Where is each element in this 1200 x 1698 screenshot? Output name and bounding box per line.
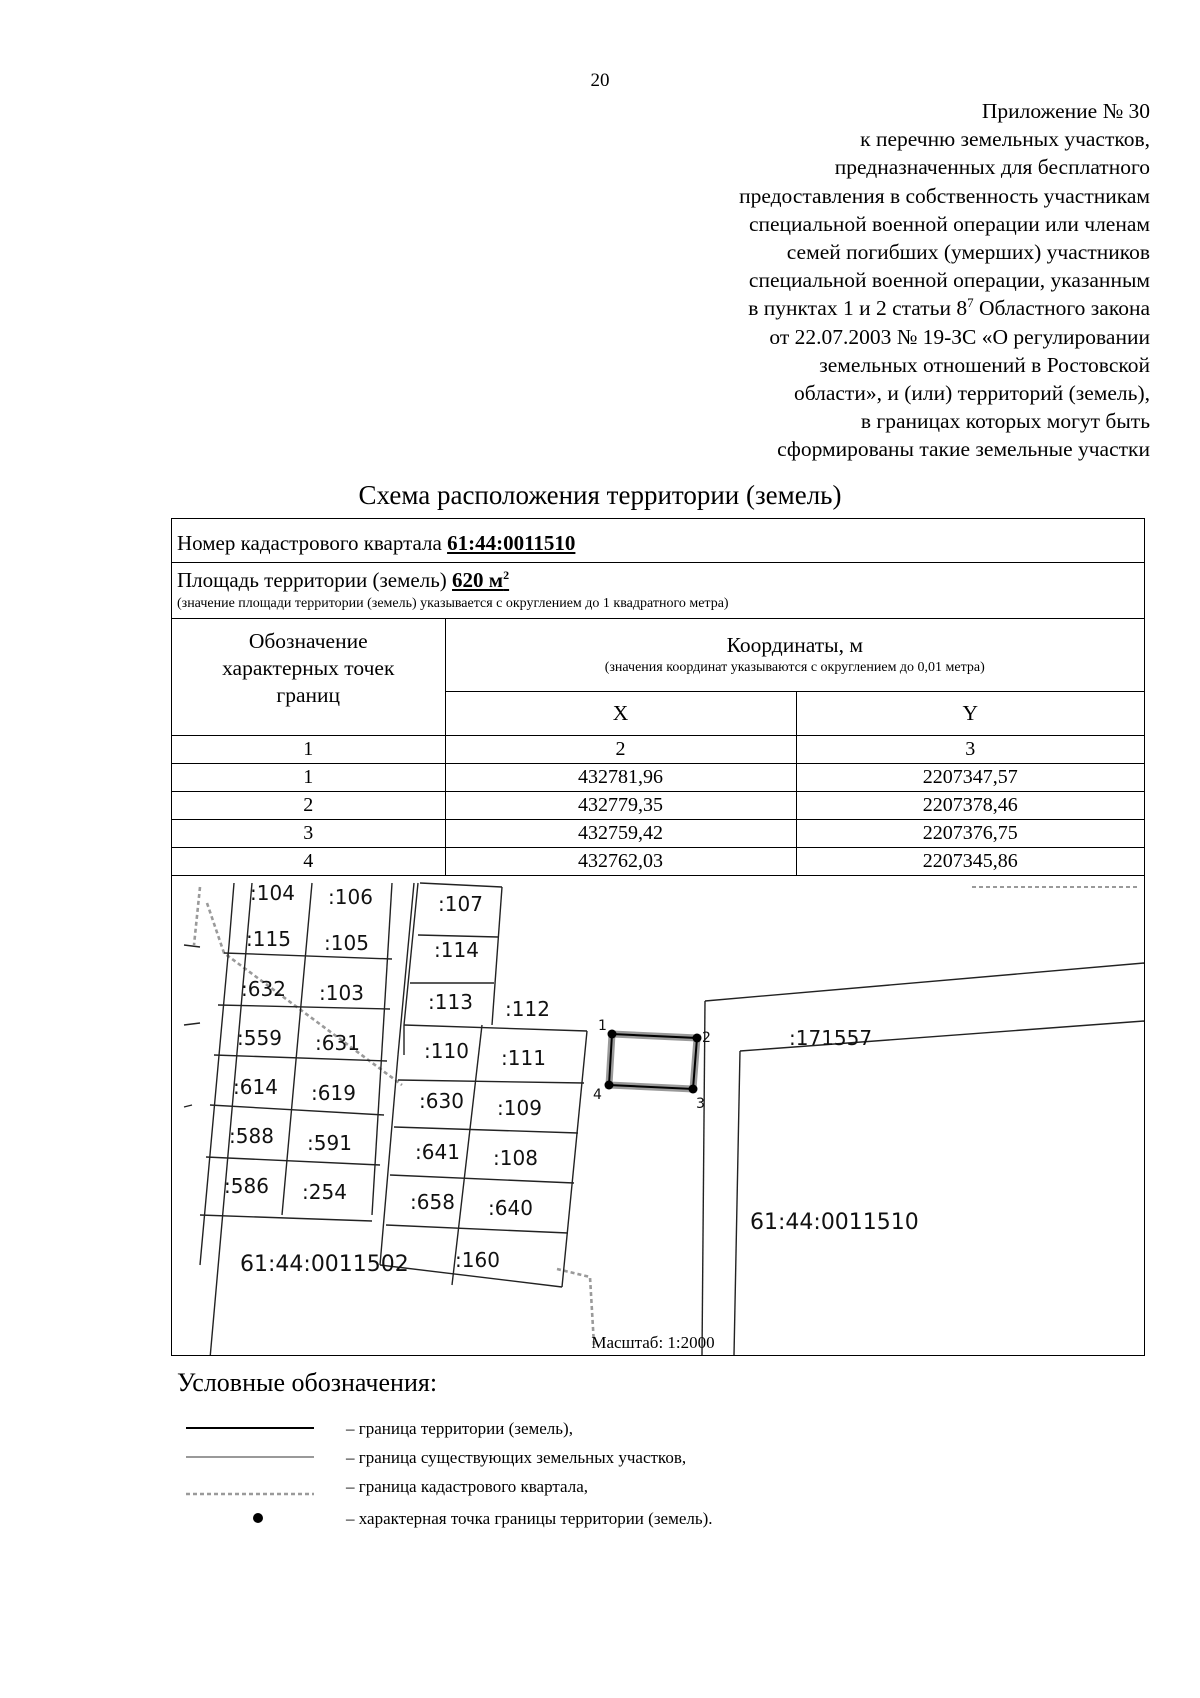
legend-item [186, 1474, 1086, 1502]
parcel-label: :591 [307, 1131, 352, 1155]
boundary-point-symbol [186, 1506, 316, 1530]
parcel-boundary [418, 935, 498, 937]
x-cell: 432779,35 [445, 791, 796, 819]
legend-item-text: – характерная точка границы территории (земель). [346, 1509, 713, 1528]
parcel-label: :110 [424, 1039, 469, 1063]
appendix-line: земельных отношений в Ростовской [819, 352, 1150, 377]
cadastral-map [172, 875, 1144, 1355]
parcel-label: :107 [438, 892, 483, 916]
appendix-line: к перечню земельных участков, [860, 127, 1150, 152]
boundary-point-3 [689, 1085, 698, 1094]
index-cell: 1 [172, 735, 445, 763]
point-label: 3 [696, 1096, 705, 1112]
points-header-line: Обозначение [248, 629, 368, 653]
legend-item [186, 1445, 1086, 1473]
quarter-boundary-symbol [186, 1474, 316, 1502]
territory-boundary [609, 1034, 697, 1089]
parcel-label: :641 [415, 1140, 460, 1164]
coordinates-header [445, 619, 1144, 691]
parcel-boundary [206, 1157, 380, 1165]
territory-boundary-halo [609, 1034, 697, 1089]
quarter-label: 61:44:0011510 [750, 1210, 919, 1235]
parcel-boundary [734, 1051, 740, 1355]
area-label: Площадь территории (земель) [177, 568, 453, 592]
parcel-label: :160 [455, 1248, 500, 1272]
area-value [452, 568, 509, 592]
parcel-boundary [492, 887, 502, 1025]
legend-title: Условные обозначения: [177, 1368, 438, 1397]
point-label: 2 [702, 1030, 711, 1046]
parcel-label: :254 [302, 1180, 347, 1204]
area-number: 620 м [452, 568, 504, 592]
parcel-label: :115 [246, 927, 291, 951]
appendix-line: Приложение № 30 [981, 99, 1150, 123]
point-cell: 4 [172, 847, 445, 875]
parcel-label: :559 [237, 1026, 282, 1050]
appendix-line: семей погибших (умерших) участников [786, 240, 1150, 265]
parcel-boundary [394, 1127, 578, 1133]
appendix-line: сформированы такие земельные участки [777, 437, 1150, 462]
parcel-label: :106 [328, 885, 373, 909]
parcel-boundary [702, 1001, 705, 1355]
parcel-boundary [404, 1025, 587, 1031]
territory-polygon [605, 1030, 702, 1094]
legend-item-text: – граница существующих земельных участков, [346, 1448, 687, 1467]
appendix-line: специальной военной операции или членам [748, 211, 1150, 236]
boundary-point-1 [608, 1030, 617, 1039]
law-article-superscript: 7 [967, 295, 974, 311]
y-cell: 2207345,86 [796, 847, 1144, 875]
scheme-frame [171, 518, 1145, 1356]
appendix-line-law [630, 294, 1150, 322]
quarter-label: Номер кадастрового квартала [177, 531, 448, 555]
table-row [172, 791, 1144, 819]
x-header: X [445, 691, 796, 735]
y-cell: 2207347,57 [796, 763, 1144, 791]
parcel-label: :114 [434, 938, 479, 962]
parcel-boundary [398, 883, 414, 1055]
coordinates-note: (значения координат указываются с округлением до 0,01 метра) [604, 659, 985, 675]
page-number: 20 [590, 70, 610, 91]
x-cell: 432762,03 [445, 847, 796, 875]
parcel-boundary [184, 945, 200, 947]
parcel-boundary [420, 883, 502, 887]
points-header-line: границ [276, 683, 341, 707]
point-cell: 3 [172, 819, 445, 847]
parcel-boundary [705, 963, 1144, 1001]
area-note: (значение площади территории (земель) указывается с округлением до 1 квадратного метра) [177, 596, 729, 611]
point-cell: 1 [172, 763, 445, 791]
cadastral-quarter-row [172, 519, 1144, 563]
area-line [177, 568, 1144, 593]
parcel-boundary [380, 1055, 398, 1265]
parcel-boundary [562, 1031, 587, 1287]
parcel-label: :640 [488, 1196, 533, 1220]
parcel-label: :614 [233, 1075, 278, 1099]
parcel-boundary [210, 1105, 384, 1115]
parcel-label: :113 [428, 990, 473, 1014]
territory-boundary-symbol [186, 1416, 316, 1440]
parcel-boundary [386, 1225, 568, 1233]
appendix-line: в границах которых могут быть [860, 409, 1150, 434]
point-label: 1 [598, 1018, 607, 1034]
points-header [172, 619, 445, 735]
index-cell: 2 [445, 735, 796, 763]
parcel-boundary [390, 1175, 574, 1183]
point-label: 4 [593, 1087, 602, 1103]
parcel-boundary [184, 1023, 200, 1025]
index-cell: 3 [796, 735, 1144, 763]
x-cell: 432759,42 [445, 819, 796, 847]
parcel-boundary [404, 883, 418, 1025]
parcel-label: :632 [241, 977, 286, 1001]
coordinates-table [172, 619, 1144, 876]
parcel-label: :630 [419, 1089, 464, 1113]
parcel-label: :105 [324, 931, 369, 955]
boundary-point-2 [693, 1034, 702, 1043]
legend-item-text: – граница кадастрового квартала, [346, 1477, 588, 1496]
law-text-before: в пунктах 1 и 2 статьи 8 [748, 296, 968, 321]
table-row [172, 847, 1144, 875]
parcel-label: :588 [229, 1124, 274, 1148]
parcel-boundary-symbol [186, 1445, 316, 1469]
legend-item [186, 1416, 1086, 1444]
parcel-label: :586 [224, 1174, 269, 1198]
appendix-line: от 22.07.2003 № 19-ЗС «О регулировании [769, 324, 1150, 349]
parcel-label: :111 [501, 1046, 546, 1070]
parcel-label: :112 [505, 997, 550, 1021]
law-text-after: Областного закона [973, 296, 1150, 321]
parcel-boundary [200, 1215, 372, 1221]
appendix-header [630, 97, 1150, 464]
parcel-boundary [200, 883, 234, 1265]
parcel-label: :108 [493, 1146, 538, 1170]
parcel-boundary [398, 1080, 584, 1083]
y-cell: 2207376,75 [796, 819, 1144, 847]
map-drawing [172, 875, 1144, 1355]
parcel-label: :103 [319, 981, 364, 1005]
appendix-line: специальной военной операции, указанным [748, 268, 1150, 293]
point-cell: 2 [172, 791, 445, 819]
quarter-number: 61:44:0011510 [447, 531, 576, 555]
boundary-point-4 [605, 1081, 614, 1090]
table-row [172, 819, 1144, 847]
scheme-title: Схема расположения территории (земель) [358, 480, 842, 510]
appendix-line: предназначенных для бесплатного [834, 155, 1150, 180]
y-cell: 2207378,46 [796, 791, 1144, 819]
x-cell: 432781,96 [445, 763, 796, 791]
appendix-line: предоставления в собственность участникам [739, 183, 1150, 208]
parcel-label: :104 [250, 881, 295, 905]
parcel-label: :658 [410, 1190, 455, 1214]
parcel-label: :171557 [789, 1026, 873, 1050]
table-row [172, 763, 1144, 791]
quarter-boundary [194, 887, 200, 945]
points-header-line: характерных точек [222, 656, 395, 680]
parcel-boundary [218, 1005, 390, 1009]
quarter-label: 61:44:0011502 [240, 1252, 409, 1277]
area-row [172, 563, 1144, 619]
legend-item [186, 1506, 1086, 1534]
map-scale: Масштаб: 1:2000 [591, 1333, 715, 1352]
parcel-boundary [184, 1105, 192, 1107]
coordinates-title: Координаты, м [726, 632, 863, 657]
y-header: Y [796, 691, 1144, 735]
parcel-label: :619 [311, 1081, 356, 1105]
legend-item-text: – граница территории (земель), [346, 1419, 573, 1438]
appendix-line: области», и (или) территорий (земель), [793, 381, 1150, 406]
parcel-label: :109 [497, 1096, 542, 1120]
area-unit-superscript: 2 [503, 568, 510, 582]
parcel-label: :631 [315, 1031, 360, 1055]
